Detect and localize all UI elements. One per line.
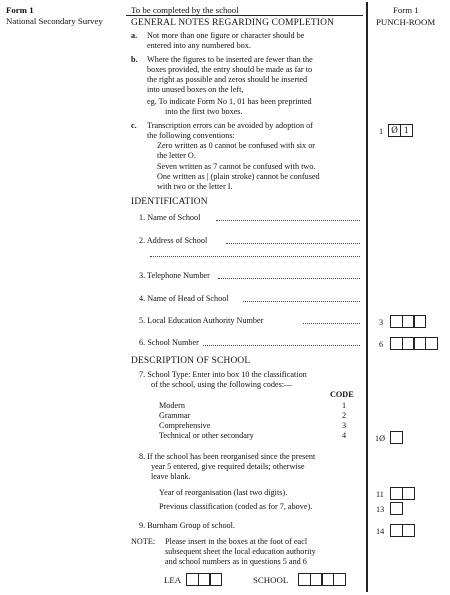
q2-answer-line[interactable] — [226, 243, 360, 244]
note-a-line: Not more than one figure or character should be — [147, 31, 305, 40]
punch-box-6-label: 6 — [379, 340, 384, 349]
q9-burnham-group: 9. Burnham Group of school. — [139, 521, 235, 530]
q4-answer-line[interactable] — [243, 301, 360, 302]
punch-cell[interactable] — [425, 337, 438, 350]
note-c-sub: Seven written as 7 cannot be confused with two. — [157, 162, 316, 171]
q5-lea-number: 5. Local Education Authority Number — [139, 316, 264, 325]
q2-address-of-school: 2. Address of School — [139, 236, 208, 245]
punch-box-3[interactable] — [390, 315, 426, 328]
code-name: Modern — [159, 401, 185, 410]
q8-line: leave blank. — [151, 472, 191, 481]
code-header: CODE — [330, 390, 354, 399]
note-b-example: eg. To indicate Form No 1, 01 has been preprinted — [147, 97, 312, 106]
note-a-label: a. — [131, 31, 138, 40]
note-line: and school numbers as in questions 5 and 6 — [165, 557, 307, 566]
note-c-line: the following conventions: — [147, 131, 235, 140]
note-c-sub: the letter O. — [157, 151, 196, 160]
note-c-sub: with two or the letter I. — [157, 182, 233, 191]
punch-box-10[interactable] — [390, 431, 403, 444]
q4-head-of-school: 4. Name of Head of School — [139, 294, 229, 303]
note-b-line: Where the figures to be inserted are fewer than the — [147, 55, 313, 64]
note-b-line: boxes provided, the entry should be made as far to — [147, 65, 313, 74]
code-name: Technical or other secondary — [159, 431, 254, 440]
punch-cell[interactable]: Ø — [388, 124, 401, 137]
q8-line: 8. If the school has been reorganised since the present — [139, 452, 316, 461]
punch-box-10-label: 1Ø — [375, 434, 386, 443]
code-value: 2 — [342, 411, 347, 420]
form-label-right: Form 1 — [393, 5, 419, 15]
punch-box-1[interactable] — [388, 124, 413, 137]
note-c-sub: One written as | (plain stroke) cannot be confused — [157, 172, 320, 181]
note-c-line: Transcription errors can be avoided by adoption of — [147, 121, 313, 130]
note-c-sub: Zero written as 0 cannot be confused with six or — [157, 141, 316, 150]
code-value: 1 — [342, 401, 347, 410]
header-rule — [126, 15, 363, 16]
survey-title: National Secondary Survey — [6, 16, 103, 26]
school-label: SCHOOL — [253, 575, 289, 585]
column-divider — [366, 2, 368, 592]
punch-cell[interactable]: 1 — [400, 124, 413, 137]
q8-year-of-reorganisation: Year of reorganisation (last two digits). — [159, 488, 288, 497]
note-b-example: into the first two boxes. — [165, 107, 243, 116]
note-a-line: entered into any numbered box. — [147, 41, 251, 50]
note-line: subsequent sheet the local education authority — [165, 547, 316, 556]
q7-line: of the school, using the following codes:— — [151, 380, 293, 389]
punch-box-13-label: 13 — [376, 505, 385, 514]
punch-cell[interactable] — [390, 431, 403, 444]
lea-boxes[interactable] — [186, 573, 222, 586]
q3-telephone: 3. Telephone Number — [139, 271, 210, 280]
q7-line: 7. School Type: Enter into box 10 the classification — [139, 370, 307, 379]
code-value: 4 — [342, 431, 347, 440]
punch-cell[interactable] — [402, 487, 415, 500]
punch-box-3-label: 3 — [379, 318, 384, 327]
q5-answer-line[interactable] — [303, 323, 360, 324]
note-label: NOTE: — [131, 537, 156, 546]
completion-instruction: To be completed by the school — [131, 5, 239, 15]
q6-school-number: 6. School Number — [139, 338, 199, 347]
punch-room-label: PUNCH-ROOM — [376, 17, 436, 27]
punch-cell[interactable] — [402, 524, 415, 537]
general-notes-title: GENERAL NOTES REGARDING COMPLETION — [131, 18, 335, 28]
q6-answer-line[interactable] — [203, 345, 360, 346]
punch-box-14[interactable] — [390, 524, 415, 537]
punch-box-13[interactable] — [390, 502, 403, 515]
q1-answer-line[interactable] — [216, 220, 360, 221]
punch-cell[interactable] — [413, 315, 426, 328]
q2-answer-line-2[interactable] — [150, 256, 360, 257]
identification-title: IDENTIFICATION — [131, 197, 208, 207]
note-b-line: the right as possible and zeros should be inserted — [147, 75, 308, 84]
lea-box[interactable] — [209, 573, 222, 586]
school-boxes[interactable] — [298, 573, 346, 586]
q8-previous-classification: Previous classification (coded as for 7, above). — [159, 502, 313, 511]
description-title: DESCRIPTION OF SCHOOL — [131, 356, 251, 366]
punch-box-6[interactable] — [390, 337, 438, 350]
punch-box-11[interactable] — [390, 487, 415, 500]
note-b-label: b. — [131, 55, 138, 64]
school-box[interactable] — [333, 573, 346, 586]
note-b-line: into unused boxes on the left, — [147, 85, 244, 94]
punch-cell[interactable] — [390, 502, 403, 515]
code-name: Comprehensive — [159, 421, 211, 430]
code-value: 3 — [342, 421, 347, 430]
q3-answer-line[interactable] — [218, 278, 360, 279]
q1-name-of-school: 1. Name of School — [139, 213, 201, 222]
note-line: Please insert in the boxes at the foot of eacl — [165, 537, 308, 546]
form-label: Form 1 — [6, 5, 34, 15]
q8-line: year 5 entered, give required details; otherwise — [151, 462, 305, 471]
note-c-label: c. — [131, 121, 137, 130]
code-name: Grammar — [159, 411, 191, 420]
lea-label: LEA — [164, 575, 182, 585]
punch-box-14-label: 14 — [376, 527, 385, 536]
punch-box-11-label: 11 — [376, 490, 384, 499]
punch-box-1-label: 1 — [379, 127, 384, 136]
